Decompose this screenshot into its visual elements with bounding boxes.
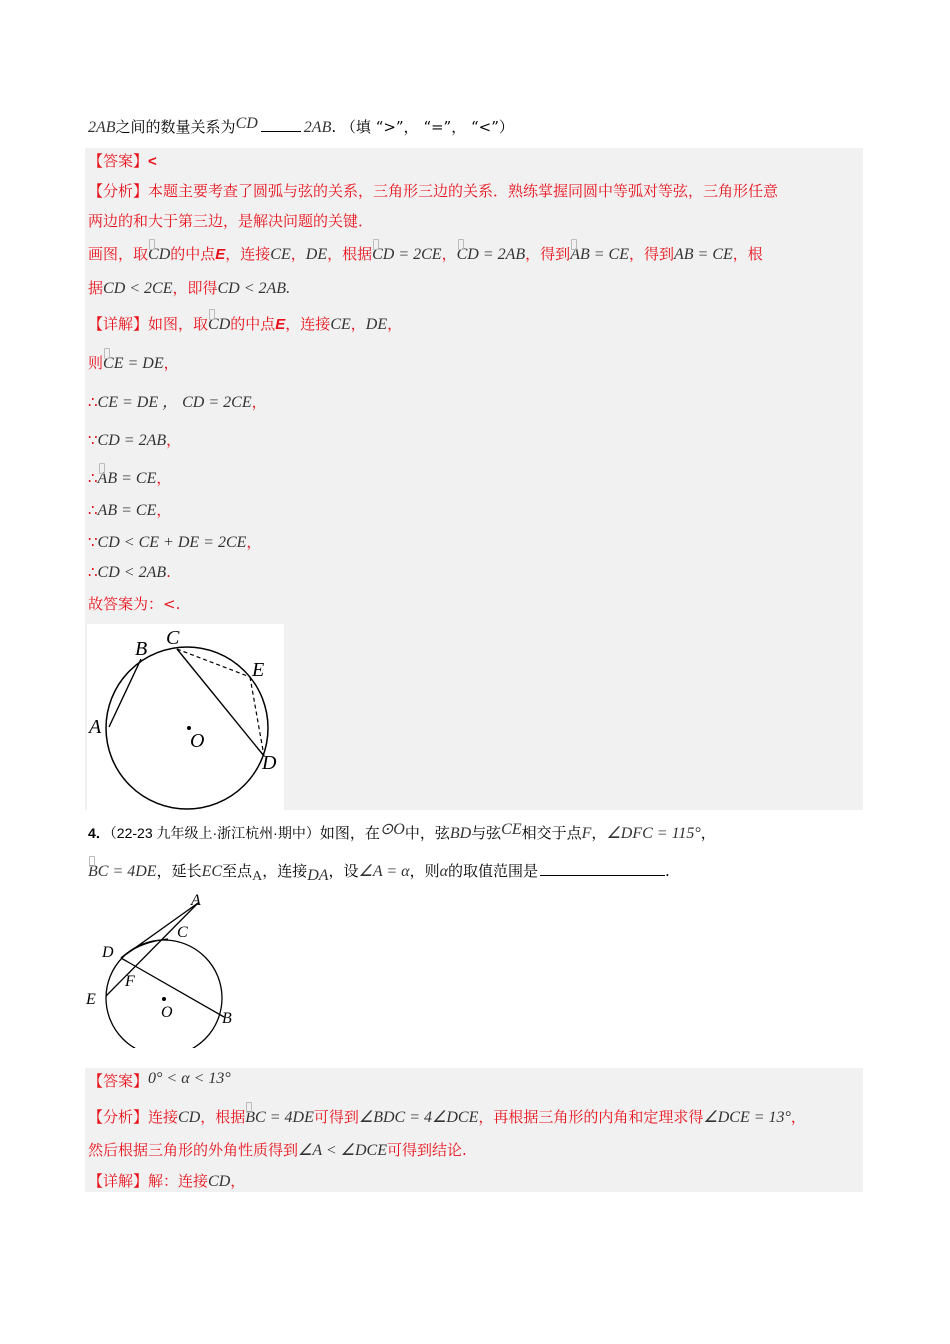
step-symbol: 则 <box>88 354 104 372</box>
step-symbol: ∴ <box>88 501 98 519</box>
step-end: . <box>166 563 171 581</box>
answer-blank <box>540 863 665 876</box>
label-o: O <box>161 1004 173 1021</box>
step-expr: CD < CE + DE = 2CE <box>97 534 247 551</box>
text: ，得到 <box>628 245 674 263</box>
math-eq4: AB = CE <box>674 246 733 263</box>
text: ，连接 <box>262 862 308 880</box>
text: ， <box>387 315 403 333</box>
label-d: D <box>102 944 114 961</box>
label-a: A <box>191 892 201 909</box>
step-0 <box>88 352 179 375</box>
step-expr: AB = CE <box>97 502 157 519</box>
q4-line-1 <box>88 822 716 845</box>
step-1 <box>88 391 267 414</box>
math-ce: CE <box>270 246 291 263</box>
math-ineq2: CD < 2AB <box>217 280 287 297</box>
math-ineq: CD < 2CE <box>103 280 173 297</box>
text: ，连接 <box>285 315 331 333</box>
step-expr: CD = 2AB <box>97 432 167 449</box>
detail-label: 【详解】 <box>88 1172 149 1190</box>
text: ，根 <box>732 245 763 263</box>
text: 相交于点 <box>521 824 582 842</box>
step-symbol: ∴ <box>88 563 98 581</box>
text: ，延长 <box>156 862 202 880</box>
text: ，即得 <box>172 279 218 297</box>
math-angle-bdc: ∠BDC = 4∠DCE <box>358 1109 479 1126</box>
step-expr: CE = DE ， CD = 2CE <box>97 394 252 411</box>
step-end: ， <box>246 533 262 551</box>
point-e: E <box>275 316 286 333</box>
step-2 <box>88 429 181 452</box>
math-de: DE <box>365 316 388 333</box>
step-expr: CE = DE <box>103 355 164 372</box>
step-3 <box>88 467 171 490</box>
q4-detail <box>88 1170 245 1193</box>
step-end: ， <box>166 431 182 449</box>
step-4 <box>88 499 171 522</box>
math-cd: CD <box>178 1109 201 1126</box>
analysis-label: 【分析】 <box>88 182 149 200</box>
math-de: DE <box>305 246 328 263</box>
math-arc-eq3: AB = CE <box>570 246 629 263</box>
geometry-figure-1 <box>87 624 284 810</box>
question-source: （22-23 九年级上·浙江杭州·期中） <box>109 825 320 841</box>
geometry-figure-2 <box>84 888 244 1048</box>
label-c: C <box>177 924 188 941</box>
math-ec: EC <box>201 863 223 880</box>
step-end: ， <box>163 354 179 372</box>
text: ，得到 <box>525 245 571 263</box>
step-end: ， <box>251 393 267 411</box>
detail-label: 【详解】 <box>88 315 149 333</box>
q4-analysis-1 <box>88 1106 806 1129</box>
text: ， <box>700 824 716 842</box>
answer-value: 0° < α < 13° <box>148 1070 231 1087</box>
q3-detail-1 <box>88 313 402 336</box>
text: 与弦 <box>471 824 502 842</box>
step-expr: CD < 2AB <box>97 564 167 581</box>
math-point-a: A <box>252 869 263 884</box>
label-e: E <box>252 659 265 681</box>
math-angle-a: ∠A = α <box>358 863 410 880</box>
math-arc-bc: BC = 4DE <box>88 863 157 880</box>
conclusion-text: 故答案为：<. <box>88 595 181 613</box>
math-da: DA <box>307 867 329 884</box>
text: 画图，取 <box>88 245 149 263</box>
text: ， <box>790 1108 806 1126</box>
q3-analysis-4 <box>88 277 290 300</box>
text: 连接 <box>148 1108 179 1126</box>
answer-label: 【答案】 <box>88 1072 149 1090</box>
math-arc-cd: CD <box>148 246 171 263</box>
label-b: B <box>135 638 148 660</box>
math-2ab: 2AB <box>88 119 116 136</box>
text: ， <box>591 824 607 842</box>
text: ，设 <box>328 862 359 880</box>
q3-analysis-2 <box>88 210 373 232</box>
q4-answer <box>88 1070 231 1093</box>
math-arc-cd: CD <box>208 316 231 333</box>
text: ，根据 <box>327 245 373 263</box>
text: 解：连接 <box>148 1172 209 1190</box>
math-angle-dce: ∠DCE = 13° <box>703 1109 791 1126</box>
text: ， <box>441 245 457 263</box>
math-angle-dfc: ∠DFC = 115° <box>606 825 701 842</box>
text: 可得到 <box>313 1108 359 1126</box>
math-ce: CE <box>501 821 522 838</box>
text: ，根据 <box>200 1108 246 1126</box>
math-angle-ineq: ∠A < ∠DCE <box>298 1142 387 1159</box>
math-ce: CE <box>330 316 351 333</box>
step-symbol: ∴ <box>88 393 98 411</box>
answer-blank <box>261 119 301 132</box>
text: 然后根据三角形的外角性质得到 <box>88 1141 299 1159</box>
step-6 <box>88 561 171 584</box>
text: 的中点 <box>170 245 216 263</box>
answer-label: 【答案】 <box>88 152 149 170</box>
q4-line-2 <box>88 860 670 884</box>
figure-circle-abcdef <box>84 888 244 1048</box>
math-arc-eq2: CD = 2AB <box>456 246 526 263</box>
text: . <box>665 862 670 880</box>
q4-analysis-2 <box>88 1139 467 1162</box>
label-e: E <box>86 991 96 1008</box>
label-c: C <box>166 627 180 649</box>
step-5 <box>88 531 261 554</box>
math-2ab-2: 2AB <box>303 119 332 136</box>
text: 如图，取 <box>148 315 209 333</box>
step-end: ， <box>156 501 172 519</box>
text: . <box>286 280 291 297</box>
text: ， <box>350 315 366 333</box>
label-f: F <box>125 973 135 990</box>
step-end: ， <box>156 469 172 487</box>
step-symbol: ∴ <box>88 469 98 487</box>
text: 据 <box>88 279 104 297</box>
answer-value: < <box>148 153 157 170</box>
math-arc-bc: BC = 4DE <box>245 1109 314 1126</box>
step-expr: AB = CE <box>97 470 157 487</box>
circle-o-symbol: ⊙O <box>379 821 405 838</box>
label-b: B <box>222 1010 232 1027</box>
point-e: E <box>215 246 226 263</box>
math-alpha: α <box>439 863 448 880</box>
label-o: O <box>190 730 205 752</box>
text: ，则 <box>409 862 440 880</box>
text: ， <box>290 245 306 263</box>
text: 至点 <box>222 862 253 880</box>
step-symbol: ∵ <box>88 431 98 449</box>
question-number: 4． <box>88 825 110 841</box>
label-d: D <box>262 752 277 774</box>
q3-analysis-1 <box>88 180 778 202</box>
text: 如图，在 <box>319 824 380 842</box>
math-cd: CD <box>208 1173 231 1190</box>
q3-conclusion <box>88 593 180 615</box>
text: 中，弦 <box>404 824 450 842</box>
analysis-text-2: 两边的和大于第三边，是解决问题的关键． <box>88 212 374 230</box>
text: 可得到结论. <box>386 1141 467 1159</box>
math-f: F <box>581 825 592 842</box>
fill-hint: . （填 “>”， “=”， “<”） <box>331 118 514 136</box>
analysis-label: 【分析】 <box>88 1108 149 1126</box>
text: ，连接 <box>225 245 271 263</box>
math-cd: CD <box>235 115 258 132</box>
step-symbol: ∵ <box>88 533 98 551</box>
math-bd: BD <box>449 825 472 842</box>
text: 的取值范围是 <box>448 862 539 880</box>
q3-tail-line <box>88 116 514 139</box>
figure-circle-abcde <box>87 624 284 810</box>
q3-analysis-3 <box>88 243 763 266</box>
text: ，再根据三角形的内角和定理求得 <box>478 1108 704 1126</box>
label-a: A <box>89 716 102 738</box>
text: 的中点 <box>230 315 276 333</box>
math-arc-eq: CD = 2CE <box>372 246 442 263</box>
q3-text: 之间的数量关系为 <box>115 118 236 136</box>
q3-answer <box>88 150 157 173</box>
text: ， <box>230 1172 246 1190</box>
analysis-text: 本题主要考查了圆弧与弦的关系，三角形三边的关系．熟练掌握同圆中等弧对等弦，三角形任意 <box>148 182 779 200</box>
